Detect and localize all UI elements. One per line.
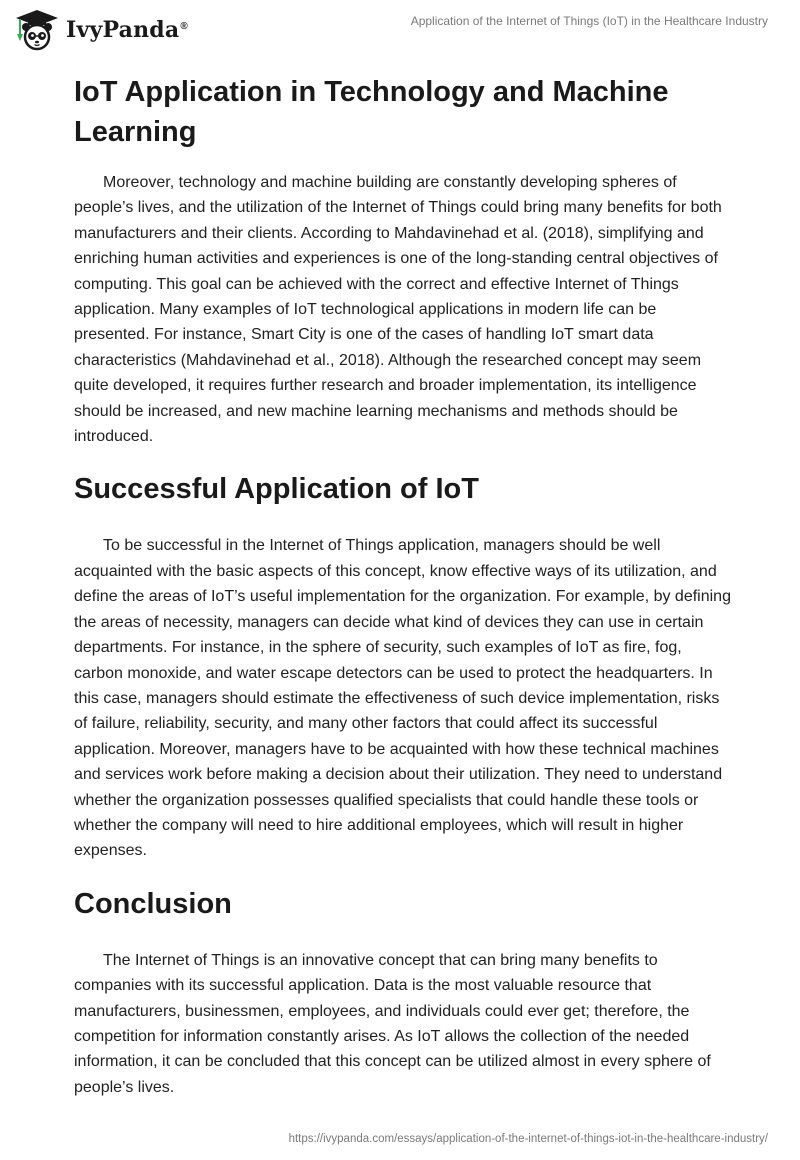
panda-graduate-icon: [14, 8, 60, 52]
essay-content: [74, 72, 734, 1100]
document-title: Application of the Internet of Things (IoT) in the Healthcare Industry: [410, 14, 768, 28]
page-header: [0, 0, 800, 60]
brand-logo[interactable]: [14, 8, 188, 52]
registered-mark: ®: [180, 20, 188, 32]
section-heading-ml: IoT Application in Technology and Machine Learning: [74, 76, 669, 148]
section-heading-successful-application: Successful Application of IoT: [74, 473, 479, 506]
section-paragraph-ml: Moreover, technology and machine building are constantly developing spheres of people’s lives, and the utilization of the Internet of Things could bring many benefits for both manufacturers and their clients. According to Mahdavinehad et al. (2018), simplifying and enriching human activities and experiences is one of the long-standing central objectives of computing. This goal can be achieved with the correct and effective Internet of Things application. Many examples of IoT technological applications in modern life can be presented. For instance, Smart City is one of the cases of handling IoT smart data characteristics (Mahdavinehad et al., 2018). Although the researched concept may seem quite developed, it requires further research and broader implementation, its intelligence should be increased, and new machine learning mechanisms and methods should be introduced.: [74, 174, 722, 446]
section-heading-conclusion: Conclusion: [74, 887, 232, 920]
section-paragraph-conclusion: The Internet of Things is an innovative concept that can bring many benefits to companies with its successful application. Data is the most valuable resource that manufacturers, businessmen, employees, and individuals could ever get; therefore, the competition for information constantly arises. As IoT allows the collection of the needed information, it can be concluded that this concept can be utilized almost in every sphere of people’s lives.: [74, 951, 711, 1096]
brand-name: IvyPanda®: [66, 17, 188, 43]
section-paragraph-successful-application: To be successful in the Internet of Things application, managers should be well acquainted with the basic aspects of this concept, know effective ways of its utilization, and define the areas of IoT’s useful implementation for the organization. For example, by defining the areas of necessity, managers can decide what kind of devices they can use in certain departments. For instance, in the sphere of security, such examples of IoT as fire, fog, carbon monoxide, and water escape detectors can be used to protect the headquarters. In this case, managers should estimate the effectiveness of such device implementation, risks of failure, reliability, security, and many other factors that could affect its successful application. Moreover, managers have to be acquainted with how these technical machines and services work before making a decision about their utilization. They need to understand whether the organization possesses qualified specialists that could handle these tools or whether the company will need to hire additional employees, which will result in higher expenses.: [74, 537, 731, 860]
source-url-link[interactable]: https://ivypanda.com/essays/application-of-the-internet-of-things-iot-in-the-healthcare-industry/: [288, 1133, 768, 1145]
